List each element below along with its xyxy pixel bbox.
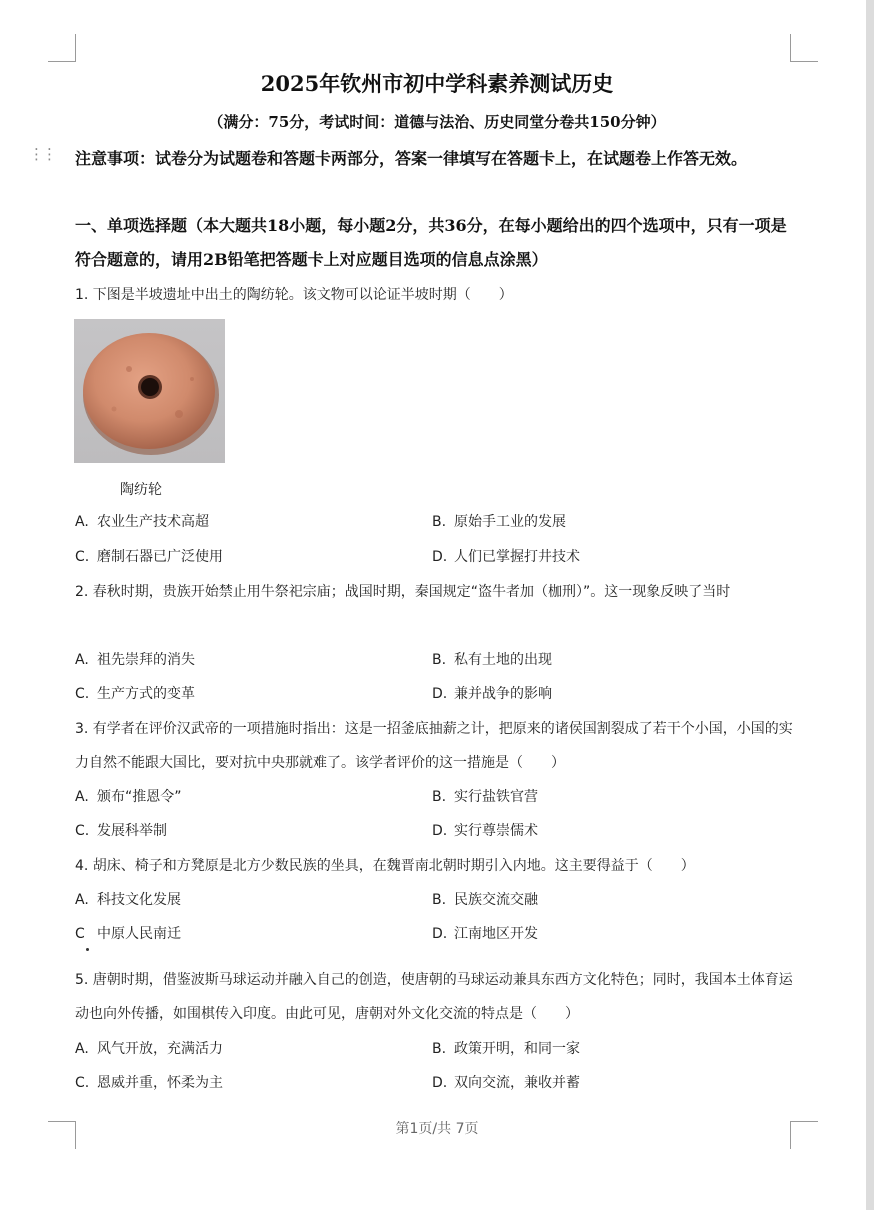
option-text: 风气开放，充满活力 [97,1041,223,1057]
option-text: 生产方式的变革 [97,686,195,702]
question-1-option-b[interactable] [432,512,566,532]
question-4-option-a[interactable] [75,890,181,910]
option-letter: B. [432,652,447,668]
option-text: 科技文化发展 [97,892,181,908]
crop-mark-top-right [790,34,818,62]
option-text: 农业生产技术高超 [97,514,209,530]
option-text: 人们已掌握打井技术 [454,549,580,565]
question-4-option-b[interactable] [432,890,538,910]
option-text: 祖先崇拜的消失 [97,652,195,668]
question-5-option-a[interactable] [75,1039,223,1059]
option-text: 兼并战争的影响 [454,686,552,702]
question-4-option-c[interactable] [75,924,181,944]
option-letter: A. [75,892,89,908]
question-5-text: 5. 唐朝时期，借鉴波斯马球运动并融入自己的创造，使唐朝的马球运动兼具东西方文化特色；同时，我国本土体育运动也向外传播，如围棋传入印度。由此可见，唐朝对外文化交流的特点是（ ） [75,972,793,1022]
document-subtitle: （满分：75分，考试时间：道德与法治、历史同堂分卷共150分钟） [208,113,666,131]
option-letter: A. [75,514,89,530]
image-caption: 陶纺轮 [120,482,162,498]
spindle-whorl-image [74,319,225,463]
question-3-option-d[interactable] [432,821,538,841]
page-right-strip [866,0,874,1210]
question-5-option-b[interactable] [432,1039,580,1059]
exam-notice: 注意事项：试卷分为试题卷和答题卡两部分，答案一律填写在答题卡上，在试题卷上作答无效。 [75,149,748,168]
question-2-option-b[interactable] [432,650,552,670]
option-text: 发展科举制 [97,823,167,839]
option-letter: D. [432,549,448,565]
spindle-whorl-icon [74,319,225,463]
question-2-option-d[interactable] [432,684,552,704]
question-5-option-d[interactable] [432,1073,580,1093]
document-title: 2025年钦州市初中学科素养测试历史 [260,71,614,96]
drag-handle-icon[interactable]: ⋮⋮ [29,145,55,163]
question-4-option-d[interactable] [432,924,538,944]
option-text: 实行尊崇儒术 [454,823,538,839]
question-2-option-c[interactable] [75,684,195,704]
option-letter: C. [75,823,90,839]
option-letter: D. [432,823,448,839]
question-1-option-c[interactable] [75,547,223,567]
option-letter: A. [75,1041,89,1057]
option-text: 磨制石器已广泛使用 [97,549,223,565]
question-1-option-d[interactable] [432,547,580,567]
page-footer: 第1页/共 7页 [395,1121,479,1137]
option-letter: D. [432,926,448,942]
option-text: 私有土地的出现 [454,652,552,668]
question-1-option-a[interactable] [75,512,209,532]
option-text: 实行盐铁官营 [454,789,538,805]
option-letter: C. [75,549,90,565]
option-text: 政策开明，和同一家 [454,1041,580,1057]
option-text: 江南地区开发 [454,926,538,942]
option-letter: D. [432,1075,448,1091]
question-3-option-b[interactable] [432,787,538,807]
option-letter: A. [75,652,89,668]
option-letter: B. [432,1041,447,1057]
option-text: 颁布“推恩令” [97,789,182,805]
option-letter: C [75,926,85,942]
option-letter: B. [432,892,447,908]
question-3-text: 3. 有学者在评价汉武帝的一项措施时指出：这是一招釜底抽薪之计，把原来的诸侯国割裂成了若干个小国，小国的实力自然不能跟大国比，要对抗中央那就难了。该学者评价的这一措施是（ ） [75,721,793,771]
option-letter: C. [75,686,90,702]
option-letter: A. [75,789,89,805]
question-3-option-a[interactable] [75,787,182,807]
option-letter: D. [432,686,448,702]
question-4-text: 4. 胡床、椅子和方凳原是北方少数民族的坐具，在魏晋南北朝时期引入内地。这主要得益于（ ） [75,858,695,874]
option-letter: B. [432,789,447,805]
option-text: 中原人民南迁 [97,926,181,942]
option-letter: C. [75,1075,90,1091]
crop-mark-top-left [48,34,76,62]
option-text: 民族交流交融 [454,892,538,908]
option-text: 双向交流，兼收并蓄 [454,1075,580,1091]
option-letter: B. [432,514,447,530]
question-2-option-a[interactable] [75,650,195,670]
question-1-text: 1. 下图是半坡遗址中出土的陶纺轮。该文物可以论证半坡时期（ ） [75,287,513,303]
question-5-option-c[interactable] [75,1073,223,1093]
stray-dot [86,948,89,951]
option-text: 恩威并重，怀柔为主 [97,1075,223,1091]
section-heading: 一、单项选择题（本大题共18小题，每小题2分，共36分，在每小题给出的四个选项中，只有一项是符合题意的，请用2B铅笔把答题卡上对应题目选项的信息点涂黑） [75,216,787,269]
question-2-text: 2. 春秋时期，贵族开始禁止用牛祭祀宗庙；战国时期，秦国规定“盗牛者加（枷刑）”。这一现象反映了当时 [75,584,731,600]
option-text: 原始手工业的发展 [454,514,566,530]
question-3-option-c[interactable] [75,821,167,841]
